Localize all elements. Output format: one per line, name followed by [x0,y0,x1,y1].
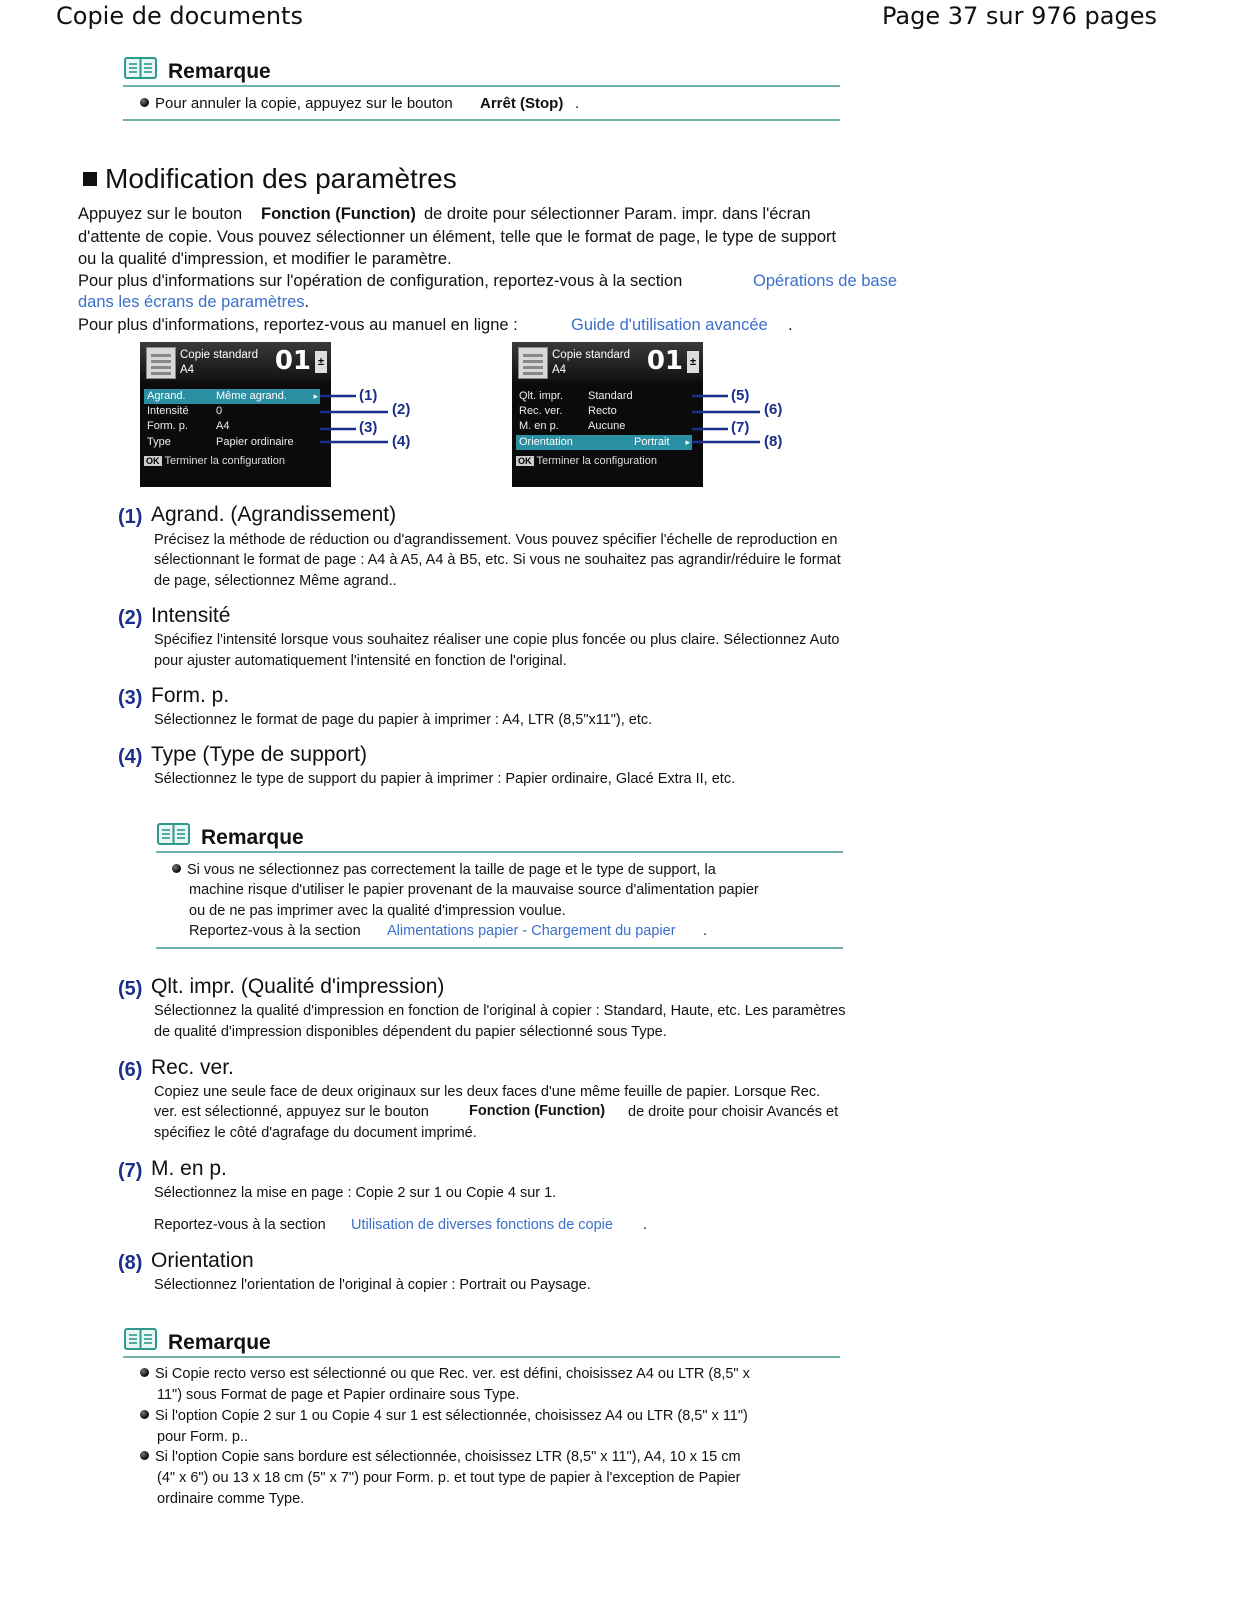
item-number: (1) [118,506,143,528]
bullet-icon [172,864,181,873]
document-icon [146,347,176,379]
copy-counter: 01 [274,346,311,376]
item-number: (6) [118,1059,143,1081]
document-title: Copie de documents [56,2,303,30]
note-divider [123,1356,840,1358]
item-title: Rec. ver. [151,1056,234,1079]
ok-key-icon: OK [518,456,532,466]
lcd-screen-left: Copie standard A4 01 ± Agrand. Même agrand. ▸ Intensité 0 Form. p. A4 Type Papier ordinaire OK Terminer la configuration [140,342,331,487]
item-title: Orientation [151,1249,254,1272]
note-item: Si l'option Copie 2 sur 1 ou Copie 4 sur 1 est sélectionnée, choisissez A4 ou LTR (8,5" x 11") [140,1406,748,1427]
bullet-icon [140,1410,149,1419]
lcd-row: Type Papier ordinaire [147,436,294,448]
document-icon [518,347,548,379]
note-divider [156,947,843,949]
note-item: Pour annuler la copie, appuyez sur le bouton [140,93,453,114]
arrow-right-icon: ▸ [685,437,690,447]
book-icon [157,822,190,846]
note-item: Si vous ne sélectionnez pas correctement la taille de page et le type de support, la [172,860,716,881]
function-button-label: Fonction (Function) [469,1103,606,1119]
item-number: (7) [118,1160,143,1182]
bullet-icon [140,98,149,107]
item-title: Agrand. (Agrandissement) [151,503,397,526]
bullet-icon [140,1451,149,1460]
book-icon [124,56,157,80]
lcd-row: M. en p. Aucune [519,420,626,432]
link-advanced-guide[interactable]: Guide d'utilisation avancée [571,316,768,334]
note-heading: Remarque [168,1331,271,1354]
book-icon [124,1327,157,1351]
link-operations-base-cont[interactable]: dans les écrans de paramètres [78,293,305,311]
link-copy-functions[interactable]: Utilisation de diverses fonctions de copie [351,1217,613,1233]
item-number: (4) [118,746,143,768]
item-title: Qlt. impr. (Qualité d'impression) [151,975,445,998]
square-bullet-icon [83,172,97,186]
note-divider [123,85,840,87]
lcd-screen-right: Copie standard A4 01 ± Qlt. impr. Standard Rec. ver. Recto M. en p. Aucune Orientation Portrait ▸ OK Terminer la configuration [512,342,703,487]
lcd-row: Form. p. A4 [147,420,230,432]
note-heading: Remarque [168,60,271,83]
copy-counter: 01 [646,346,683,376]
plus-minus-icon: ± [315,351,327,373]
item-title: Type (Type de support) [151,743,367,766]
arrow-right-icon: ▸ [313,391,318,401]
item-number: (8) [118,1252,143,1274]
note-divider [123,119,840,121]
item-number: (2) [118,607,143,629]
page-indicator: Page 37 sur 976 pages [882,2,1157,30]
item-number: (3) [118,687,143,709]
note-heading: Remarque [201,826,304,849]
section-heading: Modification des paramètres [83,163,457,195]
link-operations-base[interactable]: Opérations de base [753,272,898,290]
lcd-row: Qlt. impr. Standard [519,390,633,402]
lcd-row: Orientation Portrait ▸ [516,435,692,450]
item-title: Intensité [151,604,231,627]
note-item: Si Copie recto verso est sélectionné ou que Rec. ver. est défini, choisissez A4 ou LTR (8,5" x [140,1364,750,1385]
plus-minus-icon: ± [687,351,699,373]
bullet-icon [140,1368,149,1377]
lcd-row: Rec. ver. Recto [519,405,617,417]
item-number: (5) [118,978,143,1000]
note-item: Si l'option Copie sans bordure est sélectionnée, choisissez LTR (8,5" x 11"), A4, 10 x 15 cm [140,1447,741,1468]
lcd-row: Agrand. Même agrand. ▸ [144,389,320,404]
function-button-label: Fonction (Function) [261,205,416,223]
ok-key-icon: OK [146,456,160,466]
item-title: Form. p. [151,684,230,707]
item-title: M. en p. [151,1157,227,1180]
stop-button-label: Arrêt (Stop) [480,95,564,112]
link-paper-loading[interactable]: Alimentations papier - Chargement du papier [387,923,676,939]
lcd-row: Intensité 0 [147,405,223,417]
note-divider [156,851,843,853]
